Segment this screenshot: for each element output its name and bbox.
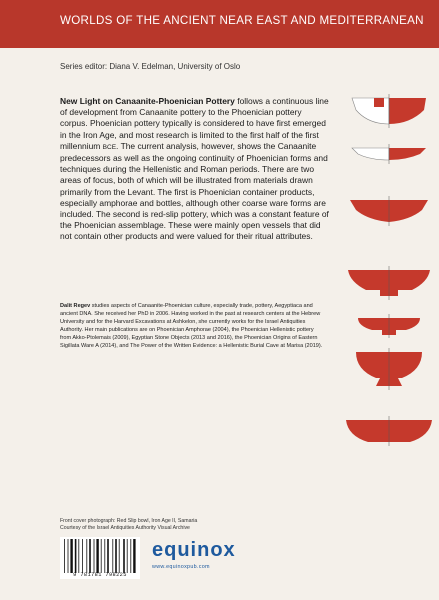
pottery-profiles xyxy=(340,90,439,520)
publisher-name: equinox xyxy=(152,539,236,561)
book-blurb xyxy=(60,96,330,243)
cover-photo-credit xyxy=(60,518,260,532)
credit-line-1: Front cover photograph: Red Slip bowl, Iron Age II, Samaria xyxy=(60,518,198,524)
series-banner xyxy=(0,0,439,48)
author-bio-text: studies aspects of Canaanite-Phoenician culture, especially trade, pottery, Aegyptiaca and ancient DNA. She received her PhD in 2006. Having worked in the past at research centers at the Hebrew University and for the Harvard Excavations at Ashkelon, she currently works for the Israel Antiquities Authority. Her main publications are on Phoenician Amphorae (2004), the Phoenician Hellenistic pottery from Akko-Ptolemais (2009), Egyptian Stone Objects (2013 and 2016), the Phoenician Origins of Eastern Sigillata Ware A (2014), and The Power of the Written Evidence: a Hellenistic Burial Cave at Marisa (2019). xyxy=(60,303,323,350)
pottery-profile-6 xyxy=(356,348,422,390)
credit-line-2: Courtesy of the Israel Antiquities Authority Visual Archive xyxy=(60,524,190,531)
pottery-profile-2 xyxy=(352,144,426,164)
isbn-barcode xyxy=(60,537,140,579)
pottery-profile-3 xyxy=(350,196,428,226)
blurb-text-1: follows a continuous line of development from Canaanite pottery to the Phoenician pottery corpus. Phoenician pottery typically is considered to have first emerged in the Iron Age, and most research is limited to the first half of the first millennium xyxy=(60,96,329,151)
author-bio xyxy=(60,302,325,351)
publisher-logo xyxy=(152,539,244,579)
author-name: Dalit Regev xyxy=(60,303,91,309)
blurb-era: BCE xyxy=(102,143,117,151)
book-title: New Light on Canaanite-Phoenician Pottery xyxy=(60,96,235,106)
publisher-url: www.equinoxpub.com xyxy=(152,564,210,570)
series-editor: Series editor: Diana V. Edelman, University of Oslo xyxy=(60,62,241,71)
pottery-profile-4 xyxy=(348,266,430,300)
pottery-profile-7 xyxy=(346,416,432,446)
barcode-bars xyxy=(60,539,140,573)
pottery-profile-1 xyxy=(352,94,426,128)
blurb-text-2: . The current analysis, however, shows the Canaanite predecessors as well as the ongoing continuity of Phoenician forms and techniques during the Hellenistic and Roman periods. There are two areas of focus, both of which will be illustrated from materials drawn primarily from the Levant. The first is Phoenician container products, especially amphorae and bottles, although other coarse ware forms are included. The second is red-slip pottery, which was a constant feature of the Phoenician assemblage. These were mainly open vessels that did not contain other products and were valued for their ritual attributes. xyxy=(60,140,329,242)
isbn-number: 9 781781 798225 xyxy=(73,572,127,578)
pottery-profile-5 xyxy=(358,314,420,338)
series-title: WORLDS OF THE ANCIENT NEAR EAST AND MEDITERRANEAN xyxy=(60,14,424,27)
